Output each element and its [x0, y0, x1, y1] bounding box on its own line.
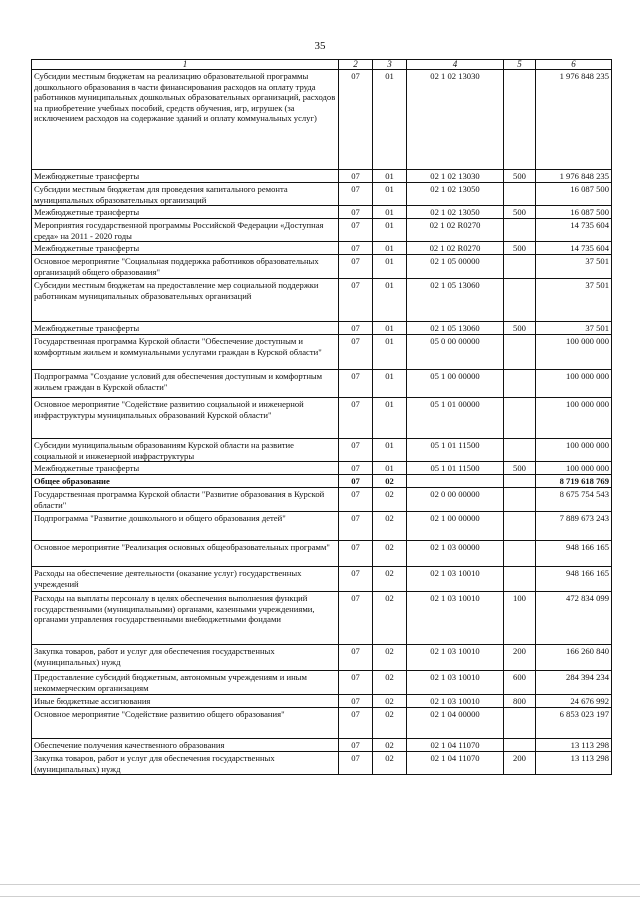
code-cell: 07 [339, 462, 373, 475]
header-cell: 4 [407, 60, 504, 70]
vr-cell: 500 [504, 242, 536, 255]
code-cell: 07 [339, 322, 373, 335]
sec-cell: 02 [373, 645, 407, 671]
sum-cell: 100 000 000 [536, 335, 612, 370]
code-cell: 07 [339, 695, 373, 708]
table-row [32, 255, 612, 279]
sum-cell: 13 113 298 [536, 752, 612, 775]
sec-cell: 01 [373, 206, 407, 219]
table-row [32, 512, 612, 541]
name-cell: Обеспечение получения качественного образования [32, 739, 339, 752]
code-cell: 07 [339, 398, 373, 439]
name-cell: Государственная программа Курской области "Обеспечение доступным и комфортным жильем и коммунальными услугами граждан в Курской области" [32, 335, 339, 370]
csr-cell: 05 1 01 00000 [407, 398, 504, 439]
name-cell: Межбюджетные трансферты [32, 242, 339, 255]
csr-cell: 02 1 03 10010 [407, 671, 504, 695]
code-cell: 07 [339, 752, 373, 775]
csr-cell: 02 1 02 13050 [407, 206, 504, 219]
name-cell: Иные бюджетные ассигнования [32, 695, 339, 708]
code-cell: 07 [339, 592, 373, 645]
csr-cell: 05 1 01 11500 [407, 439, 504, 462]
table-row [32, 279, 612, 322]
table-row [32, 462, 612, 475]
name-cell: Основное мероприятие "Содействие развитию общего образования" [32, 708, 339, 739]
vr-cell: 200 [504, 752, 536, 775]
sec-cell: 01 [373, 462, 407, 475]
sec-cell: 02 [373, 541, 407, 567]
table-header-row [32, 60, 612, 70]
budget-table [31, 59, 612, 775]
code-cell: 07 [339, 645, 373, 671]
code-cell: 07 [339, 183, 373, 206]
sec-cell: 01 [373, 183, 407, 206]
csr-cell: 05 0 00 00000 [407, 335, 504, 370]
vr-cell [504, 708, 536, 739]
sum-cell: 16 087 500 [536, 206, 612, 219]
vr-cell [504, 488, 536, 512]
sum-cell: 24 676 992 [536, 695, 612, 708]
sec-cell: 02 [373, 592, 407, 645]
sec-cell: 02 [373, 567, 407, 592]
sum-cell: 7 889 673 243 [536, 512, 612, 541]
sec-cell: 01 [373, 439, 407, 462]
csr-cell: 05 1 01 11500 [407, 462, 504, 475]
code-cell: 07 [339, 206, 373, 219]
table-row [32, 398, 612, 439]
code-cell: 07 [339, 242, 373, 255]
sec-cell: 02 [373, 695, 407, 708]
table-row [32, 592, 612, 645]
table-row [32, 645, 612, 671]
sum-cell: 948 166 165 [536, 541, 612, 567]
vr-cell: 500 [504, 206, 536, 219]
sum-cell: 13 113 298 [536, 739, 612, 752]
vr-cell [504, 541, 536, 567]
vr-cell: 500 [504, 462, 536, 475]
vr-cell [504, 370, 536, 398]
vr-cell [504, 255, 536, 279]
name-cell: Межбюджетные трансферты [32, 206, 339, 219]
table-row [32, 739, 612, 752]
name-cell: Подпрограмма "Создание условий для обеспечения доступным и комфортным жильем граждан в Курской области" [32, 370, 339, 398]
sum-cell: 1 976 848 235 [536, 70, 612, 170]
table-row [32, 488, 612, 512]
csr-cell [407, 475, 504, 488]
vr-cell: 100 [504, 592, 536, 645]
sum-cell: 100 000 000 [536, 398, 612, 439]
code-cell: 07 [339, 708, 373, 739]
sum-cell: 14 735 604 [536, 219, 612, 242]
csr-cell: 02 1 00 00000 [407, 512, 504, 541]
sec-cell: 01 [373, 322, 407, 335]
vr-cell: 500 [504, 322, 536, 335]
vr-cell: 800 [504, 695, 536, 708]
sec-cell: 01 [373, 170, 407, 183]
vr-cell: 500 [504, 170, 536, 183]
csr-cell: 02 1 02 13030 [407, 70, 504, 170]
sec-cell: 02 [373, 512, 407, 541]
sec-cell: 02 [373, 475, 407, 488]
name-cell: Мероприятия государственной программы Российской Федерации «Доступная среда» на 2011 - 2020 годы [32, 219, 339, 242]
table-row [32, 439, 612, 462]
csr-cell: 02 1 03 10010 [407, 695, 504, 708]
scan-edge-line [0, 884, 640, 885]
csr-cell: 02 1 05 00000 [407, 255, 504, 279]
code-cell: 07 [339, 475, 373, 488]
table-row [32, 219, 612, 242]
name-cell: Межбюджетные трансферты [32, 170, 339, 183]
table-row [32, 541, 612, 567]
sum-cell: 284 394 234 [536, 671, 612, 695]
table-row [32, 695, 612, 708]
vr-cell [504, 279, 536, 322]
header-cell: 5 [504, 60, 536, 70]
sec-cell: 02 [373, 752, 407, 775]
sum-cell: 100 000 000 [536, 439, 612, 462]
name-cell: Закупка товаров, работ и услуг для обеспечения государственных (муниципальных) нужд [32, 752, 339, 775]
vr-cell [504, 439, 536, 462]
sum-cell: 37 501 [536, 322, 612, 335]
sec-cell: 01 [373, 242, 407, 255]
header-cell: 1 [32, 60, 339, 70]
table-row [32, 183, 612, 206]
name-cell: Межбюджетные трансферты [32, 462, 339, 475]
name-cell: Межбюджетные трансферты [32, 322, 339, 335]
table-row [32, 752, 612, 775]
code-cell: 07 [339, 335, 373, 370]
page-number: 35 [314, 40, 326, 52]
csr-cell: 02 1 02 R0270 [407, 242, 504, 255]
sec-cell: 02 [373, 739, 407, 752]
table-row [32, 475, 612, 488]
header-cell: 6 [536, 60, 612, 70]
code-cell: 07 [339, 255, 373, 279]
code-cell: 07 [339, 671, 373, 695]
code-cell: 07 [339, 370, 373, 398]
table-row [32, 170, 612, 183]
csr-cell: 02 0 00 00000 [407, 488, 504, 512]
table-row [32, 242, 612, 255]
name-cell: Основное мероприятие "Реализация основных общеобразовательных программ" [32, 541, 339, 567]
vr-cell [504, 512, 536, 541]
csr-cell: 02 1 02 13050 [407, 183, 504, 206]
vr-cell [504, 70, 536, 170]
table-row [32, 322, 612, 335]
csr-cell: 02 1 02 R0270 [407, 219, 504, 242]
table-row [32, 70, 612, 170]
sec-cell: 02 [373, 488, 407, 512]
csr-cell: 02 1 05 13060 [407, 322, 504, 335]
sec-cell: 01 [373, 279, 407, 322]
csr-cell: 02 1 03 00000 [407, 541, 504, 567]
sec-cell: 01 [373, 370, 407, 398]
table-row [32, 335, 612, 370]
sec-cell: 01 [373, 398, 407, 439]
header-cell: 3 [373, 60, 407, 70]
sum-cell: 14 735 604 [536, 242, 612, 255]
code-cell: 07 [339, 567, 373, 592]
sec-cell: 01 [373, 219, 407, 242]
vr-cell: 600 [504, 671, 536, 695]
table-row [32, 671, 612, 695]
sec-cell: 02 [373, 708, 407, 739]
code-cell: 07 [339, 219, 373, 242]
sec-cell: 01 [373, 335, 407, 370]
sum-cell: 166 260 840 [536, 645, 612, 671]
sum-cell: 8 675 754 543 [536, 488, 612, 512]
name-cell: Субсидии местным бюджетам на реализацию образовательной программы дошкольного образования в части финансирования расходов на оплату труда работников муниципальных дошкольных образовательных организаций, расходов на приобретение учебных пособий, средств обучения, игр, игрушек (за исключением расходов на содержание зданий и оплату коммунальных услуг) [32, 70, 339, 170]
sum-cell: 472 834 099 [536, 592, 612, 645]
table-row [32, 370, 612, 398]
code-cell: 07 [339, 170, 373, 183]
csr-cell: 02 1 03 10010 [407, 645, 504, 671]
name-cell: Основное мероприятие "Социальная поддержка работников образовательных организаций общего образования" [32, 255, 339, 279]
code-cell: 07 [339, 739, 373, 752]
name-cell: Государственная программа Курской области "Развитие образования в Курской области" [32, 488, 339, 512]
code-cell: 07 [339, 279, 373, 322]
name-cell: Подпрограмма "Развитие дошкольного и общего образования детей" [32, 512, 339, 541]
sum-cell: 100 000 000 [536, 462, 612, 475]
table-row [32, 206, 612, 219]
vr-cell [504, 739, 536, 752]
code-cell: 07 [339, 541, 373, 567]
sec-cell: 02 [373, 671, 407, 695]
table-row [32, 708, 612, 739]
vr-cell: 200 [504, 645, 536, 671]
name-cell: Субсидии муниципальным образованиям Курской области на развитие социальной и инженерной инфраструктуры [32, 439, 339, 462]
code-cell: 07 [339, 488, 373, 512]
vr-cell [504, 567, 536, 592]
code-cell: 07 [339, 70, 373, 170]
sum-cell: 8 719 618 769 [536, 475, 612, 488]
sum-cell: 1 976 848 235 [536, 170, 612, 183]
csr-cell: 02 1 05 13060 [407, 279, 504, 322]
name-cell: Общее образование [32, 475, 339, 488]
csr-cell: 02 1 04 00000 [407, 708, 504, 739]
code-cell: 07 [339, 512, 373, 541]
sum-cell: 37 501 [536, 255, 612, 279]
vr-cell [504, 475, 536, 488]
table-row [32, 567, 612, 592]
csr-cell: 02 1 03 10010 [407, 592, 504, 645]
name-cell: Закупка товаров, работ и услуг для обеспечения государственных (муниципальных) нужд [32, 645, 339, 671]
csr-cell: 02 1 02 13030 [407, 170, 504, 183]
scan-edge-line [0, 896, 640, 897]
sec-cell: 01 [373, 255, 407, 279]
name-cell: Основное мероприятие "Содействие развитию социальной и инженерной инфраструктуры муниципальных образований Курской области" [32, 398, 339, 439]
sum-cell: 16 087 500 [536, 183, 612, 206]
sum-cell: 948 166 165 [536, 567, 612, 592]
name-cell: Расходы на выплаты персоналу в целях обеспечения выполнения функций государственными (муниципальными) органами, казенными учреждениями, органами управления государственными внебюджетными фондами [32, 592, 339, 645]
sec-cell: 01 [373, 70, 407, 170]
code-cell: 07 [339, 439, 373, 462]
sum-cell: 37 501 [536, 279, 612, 322]
header-cell: 2 [339, 60, 373, 70]
name-cell: Субсидии местным бюджетам для проведения капитального ремонта муниципальных образовательных организаций [32, 183, 339, 206]
name-cell: Субсидии местным бюджетам на предоставление мер социальной поддержки работникам муниципальных образовательных организаций [32, 279, 339, 322]
name-cell: Расходы на обеспечение деятельности (оказание услуг) государственных учреждений [32, 567, 339, 592]
vr-cell [504, 335, 536, 370]
vr-cell [504, 183, 536, 206]
sum-cell: 6 853 023 197 [536, 708, 612, 739]
csr-cell: 05 1 00 00000 [407, 370, 504, 398]
sum-cell: 100 000 000 [536, 370, 612, 398]
name-cell: Предоставление субсидий бюджетным, автономным учреждениям и иным некоммерческим организациям [32, 671, 339, 695]
csr-cell: 02 1 03 10010 [407, 567, 504, 592]
csr-cell: 02 1 04 11070 [407, 739, 504, 752]
vr-cell [504, 219, 536, 242]
vr-cell [504, 398, 536, 439]
csr-cell: 02 1 04 11070 [407, 752, 504, 775]
